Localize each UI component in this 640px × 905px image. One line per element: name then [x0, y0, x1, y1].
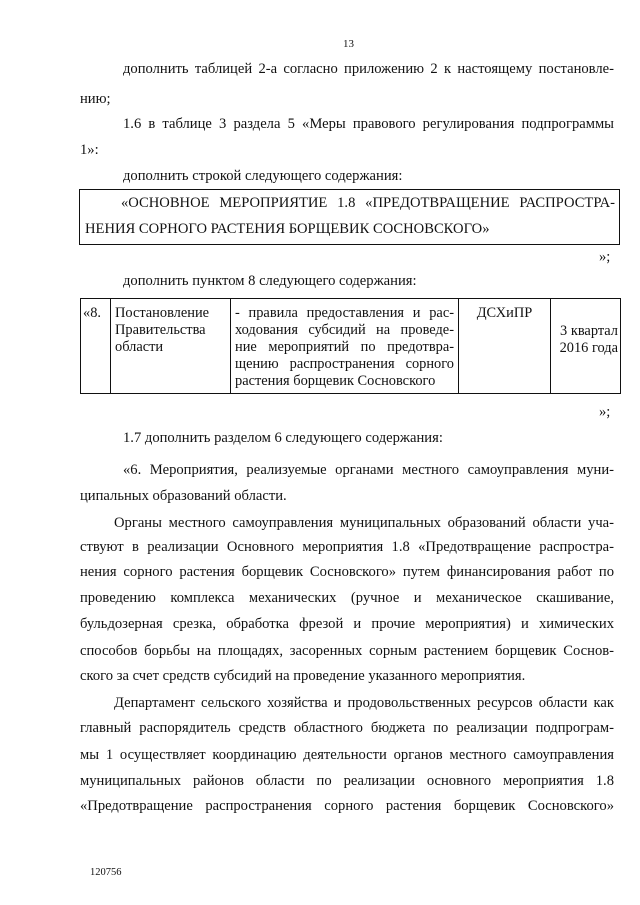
cell-document: Постановление Правительства области — [111, 299, 231, 394]
text-line: «Предотвращение распространения сорного растения борщевик Сосновского» — [80, 798, 614, 814]
cell-description: - правила предоставления и рас- ходования субсидий на проведе- ние мероприятий по предотвра- щению распространения сорного растения борщевик Сосновского — [231, 299, 459, 394]
box-text-line: «ОСНОВНОЕ МЕРОПРИЯТИЕ 1.8 «ПРЕДОТВРАЩЕНИЕ РАСПРОСТРА- — [121, 195, 615, 211]
closing-quote: »; — [599, 249, 611, 265]
cell-term: 3 квартал 2016 года — [551, 299, 621, 394]
text-line: дополнить строкой следующего содержания: — [123, 168, 403, 184]
document-code: 120756 — [90, 867, 122, 878]
text-line: 1.6 в таблице 3 раздела 5 «Меры правового регулирования подпрограммы — [123, 116, 614, 132]
closing-quote: »; — [599, 404, 611, 420]
measures-table — [80, 298, 621, 394]
table-row — [81, 299, 621, 394]
text-line: «6. Мероприятия, реализуемые органами местного самоуправления муни- — [123, 462, 614, 478]
text-line: 1.7 дополнить разделом 6 следующего содержания: — [123, 430, 443, 446]
text-line: Департамент сельского хозяйства и продовольственных ресурсов области как — [114, 695, 614, 711]
box-text-line: НЕНИЯ СОРНОГО РАСТЕНИЯ БОРЩЕВИК СОСНОВСКОГО» — [85, 221, 490, 237]
text-line: муниципальных районов области по реализации основного мероприятия 1.8 — [80, 773, 614, 789]
text-line: 1»: — [80, 142, 99, 158]
text-line: главный распорядитель средств областного бюджета по реализации подпрограм- — [80, 720, 614, 736]
text-line: мы 1 осуществляет координацию деятельности органов местного самоуправления — [80, 747, 614, 763]
page-number: 13 — [343, 38, 354, 50]
text-line: дополнить пунктом 8 следующего содержания: — [123, 273, 417, 289]
text-line: Органы местного самоуправления муниципальных образований области уча- — [114, 515, 614, 531]
cell-executor: ДСХиПР — [459, 299, 551, 394]
cell-number: «8. — [81, 299, 111, 394]
text-line: способов борьбы на площадях, засоренных сорным растением борщевик Соснов- — [80, 643, 614, 659]
text-line: проведению комплекса механических (ручное и механическое скашивание, — [80, 590, 614, 606]
text-line: ципальных образований области. — [80, 488, 287, 504]
text-line: дополнить таблицей 2-а согласно приложению 2 к настоящему постановле- — [123, 61, 614, 77]
text-line: ствуют в реализации Основного мероприятия 1.8 «Предотвращение распростра- — [80, 539, 614, 555]
text-line: бульдозерная срезка, обработка фрезой и прочие мероприятия) и химических — [80, 616, 614, 632]
text-line: ского за счет средств субсидий на проведение указанного мероприятия. — [80, 668, 526, 684]
text-line: нию; — [80, 91, 111, 107]
text-line: нения сорного растения борщевик Сосновского» путем финансирования работ по — [80, 564, 614, 580]
